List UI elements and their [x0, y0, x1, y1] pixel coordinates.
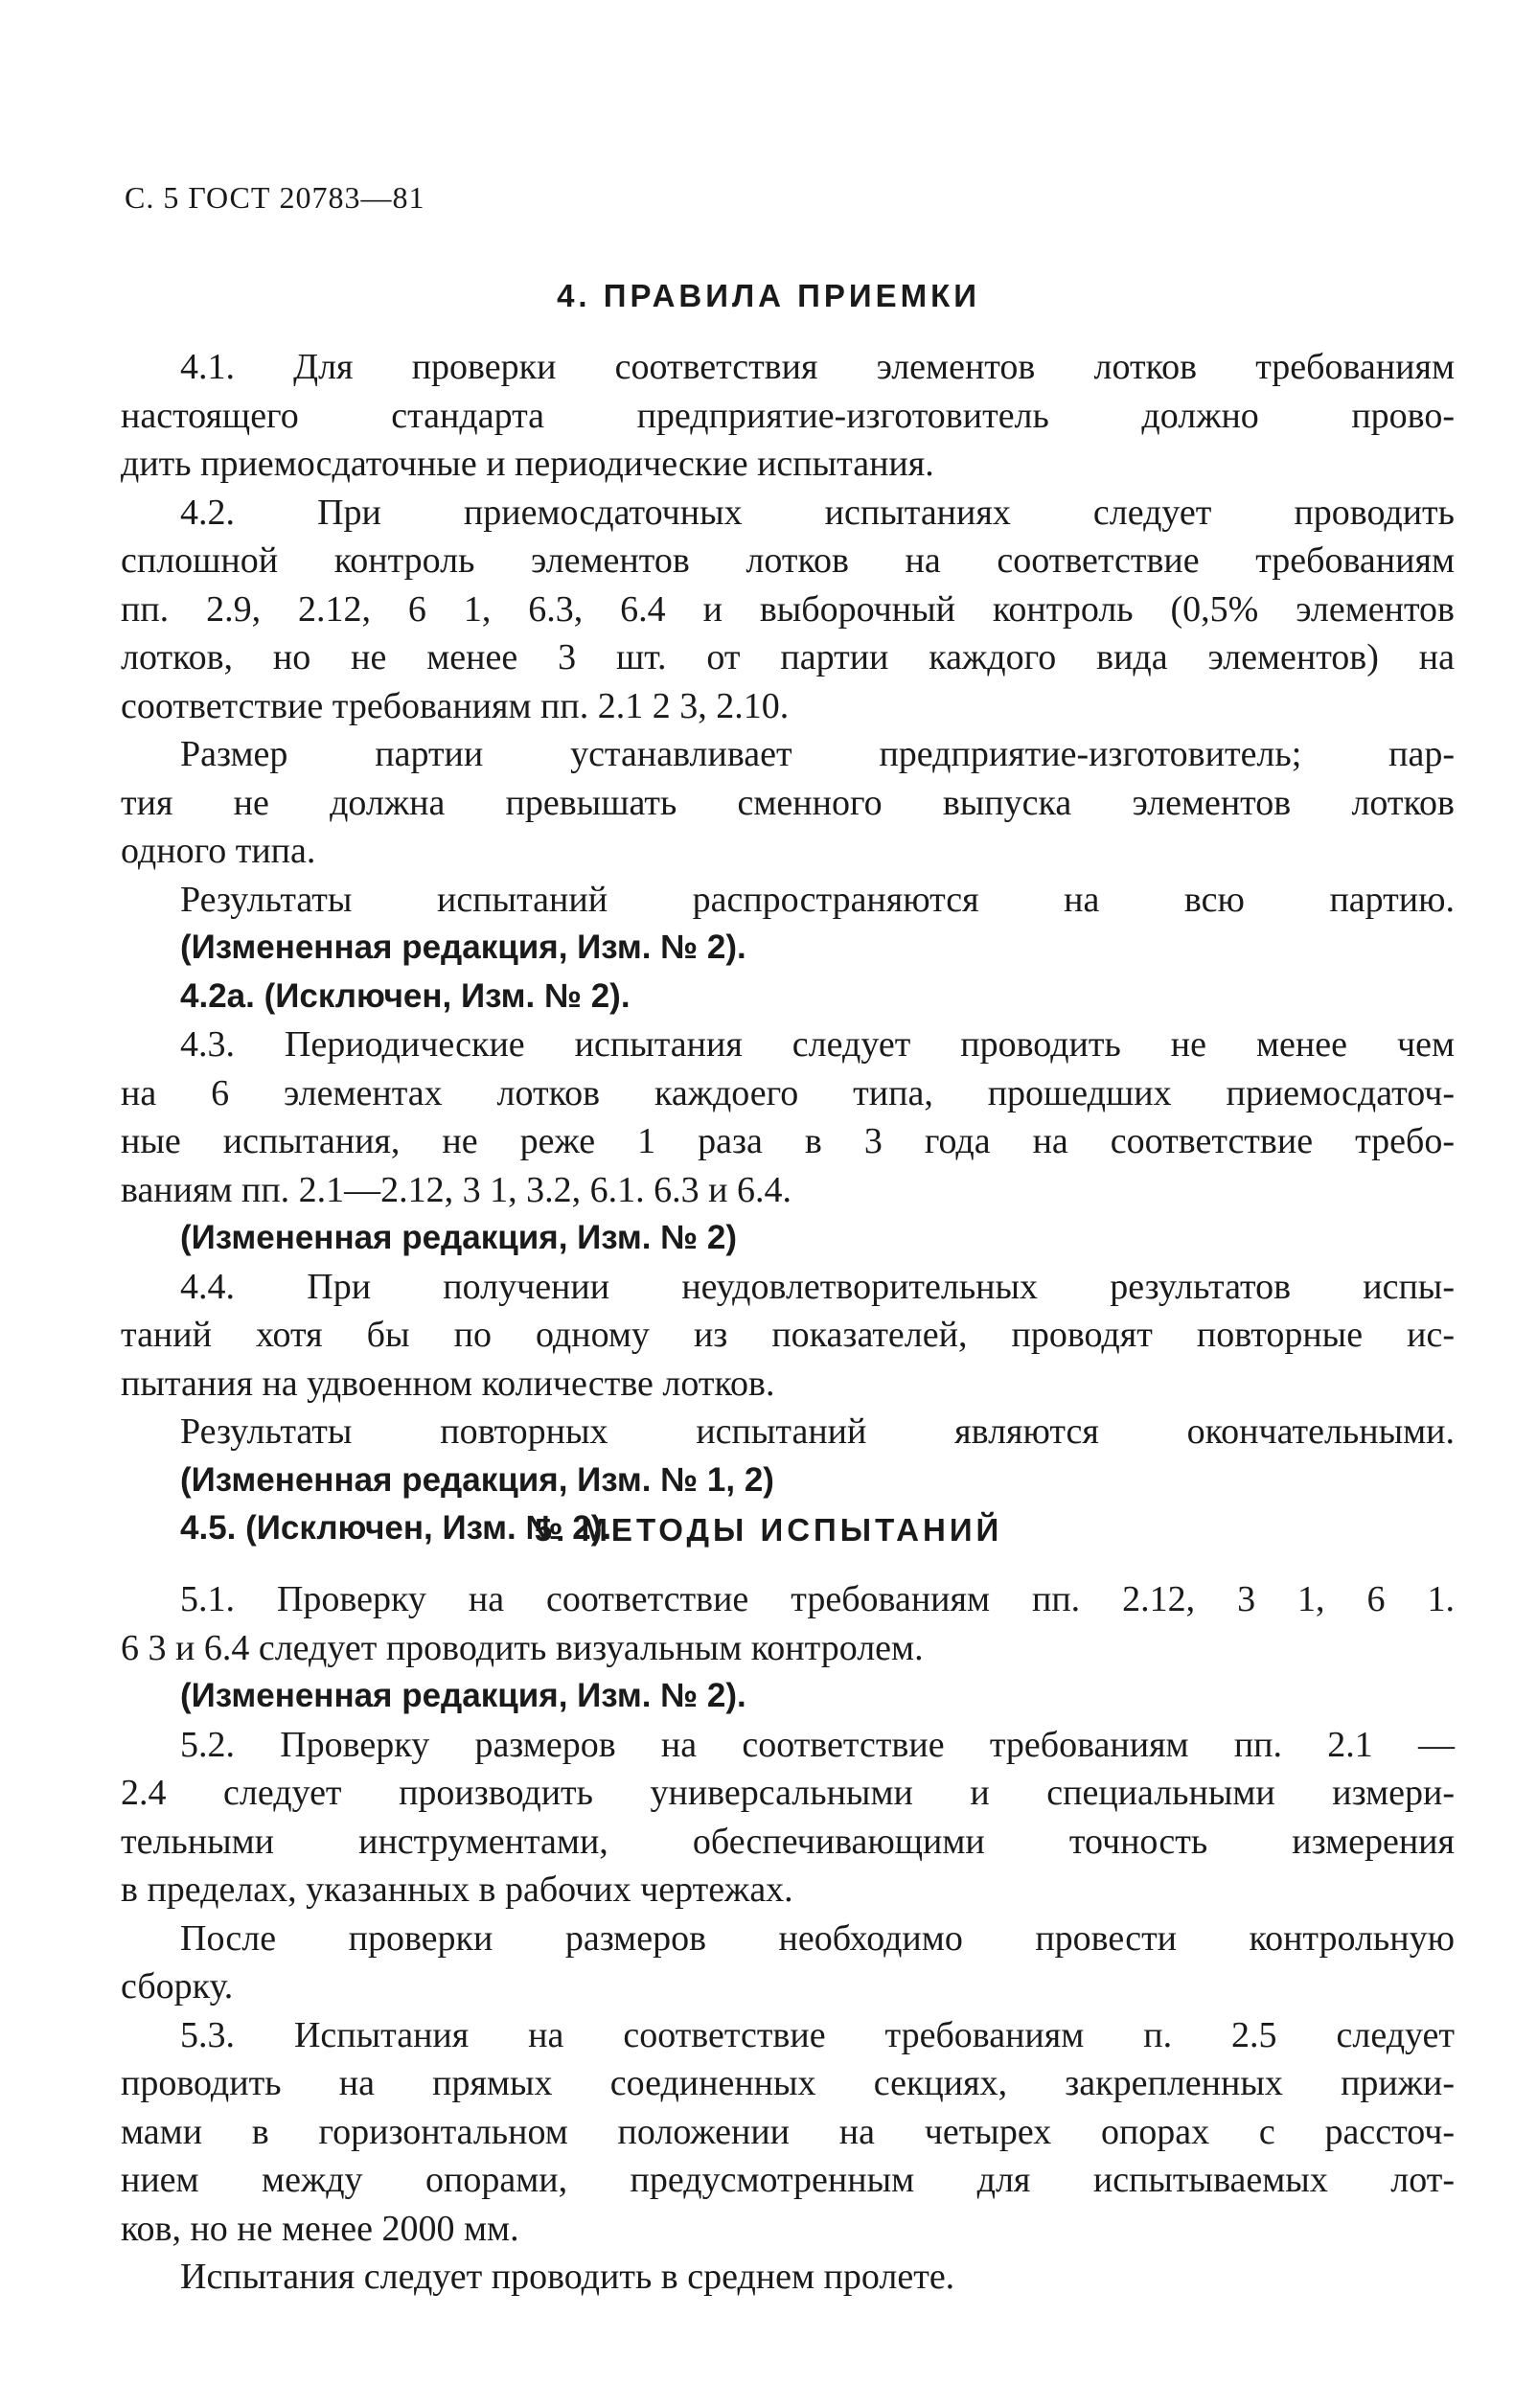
section5-line: нием между опорами, предусмотренным для испытываемых лот-: [121, 2160, 1455, 2200]
section4-line: на 6 элементах лотков каждоего типа, прошедших приемосдаточ-: [121, 1072, 1455, 1113]
section4-line: ные испытания, не реже 1 раза в 3 года на соответствие требо-: [121, 1121, 1455, 1161]
section4-line: (Измененная редакция, Изм. № 1, 2): [180, 1460, 774, 1499]
section4-line: Результаты повторных испытаний являются окончательными.: [180, 1411, 1455, 1452]
section4-line: 4.2. При приемосдаточных испытаниях следует проводить: [180, 492, 1455, 533]
section4-line: 4.1. Для проверки соответствия элементов лотков требованиям: [180, 347, 1455, 387]
section4-line: пп. 2.9, 2.12, 6 1, 6.3, 6.4 и выборочный контроль (0,5% элементов: [121, 588, 1455, 630]
section5-line: тельными инструментами, обеспечивающими точность измерения: [121, 1821, 1455, 1862]
section4-line: (Измененная редакция, Изм. № 2): [180, 1219, 738, 1256]
section5-line: 6 3 и 6.4 следует проводить визуальным контролем.: [121, 1627, 924, 1668]
section5-line: проводить на прямых соединенных секциях, закрепленных прижи-: [121, 2063, 1455, 2103]
section4-line: Размер партии устанавливает предприятие-изготовитель; пар-: [180, 734, 1455, 774]
section4-line: 4.5. (Исключен, Изм. № 2).: [180, 1509, 612, 1547]
section-4-title: 4. ПРАВИЛА ПРИЕМКИ: [557, 278, 980, 313]
section4-line: 4.3. Периодические испытания следует проводить не менее чем: [180, 1024, 1455, 1065]
section5-line: мами в горизонтальном положении на четырех опорах с рассточ-: [121, 2111, 1455, 2152]
section5-line: 2.4 следует производить универсальными и специальными измери-: [121, 1773, 1455, 1813]
section5-line: 5.3. Испытания на соответствие требованиям п. 2.5 следует: [180, 2014, 1455, 2055]
section4-line: пытания на удвоенном количестве лотков.: [121, 1363, 775, 1404]
section4-line: 4.2а. (Исключен, Изм. № 2).: [180, 976, 631, 1015]
section5-line: (Измененная редакция, Изм. № 2).: [180, 1677, 746, 1714]
section5-line: ков, но не менее 2000 мм.: [121, 2208, 519, 2249]
section4-line: сплошной контроль элементов лотков на соответствие требованиям: [121, 540, 1455, 581]
section5-line: 5.2. Проверку размеров на соответствие требованиям пп. 2.1 —: [180, 1724, 1455, 1765]
section4-line: тия не должна превышать сменного выпуска элементов лотков: [121, 782, 1455, 823]
section4-line: соответствие требованиям пп. 2.1 2 3, 2.10.: [121, 685, 790, 726]
section5-line: в пределах, указанных в рабочих чертежах.: [121, 1869, 793, 1910]
section4-line: 4.4. При получении неудовлетворительных результатов испы-: [180, 1266, 1455, 1307]
section4-line: дить приемосдаточные и периодические испытания.: [121, 444, 934, 484]
section5-line: Испытания следует проводить в среднем пролете.: [180, 2257, 955, 2297]
section5-line: 5.1. Проверку на соответствие требованиям пп. 2.12, 3 1, 6 1.: [180, 1579, 1455, 1619]
section4-line: настоящего стандарта предприятие-изготовитель должно прово-: [121, 395, 1455, 436]
section5-line: сборку.: [121, 1966, 234, 2007]
section-5-title: 5. МЕТОДЫ ИСПЫТАНИЙ: [534, 1512, 1003, 1548]
section4-line: одного типа.: [121, 831, 316, 871]
page-header: С. 5 ГОСТ 20783—81: [125, 180, 425, 215]
section4-line: (Измененная редакция, Изм. № 2).: [180, 929, 746, 966]
section5-line: После проверки размеров необходимо провести контрольную: [180, 1917, 1455, 1959]
section4-line: Результаты испытаний распространяются на всю партию.: [180, 879, 1455, 920]
section4-line: таний хотя бы по одному из показателей, проводят повторные ис-: [121, 1315, 1455, 1355]
section4-line: лотков, но не менее 3 шт. от партии каждого вида элементов) на: [121, 637, 1455, 677]
section4-line: ваниям пп. 2.1—2.12, 3 1, 3.2, 6.1. 6.3 и 6.4.: [121, 1169, 792, 1210]
